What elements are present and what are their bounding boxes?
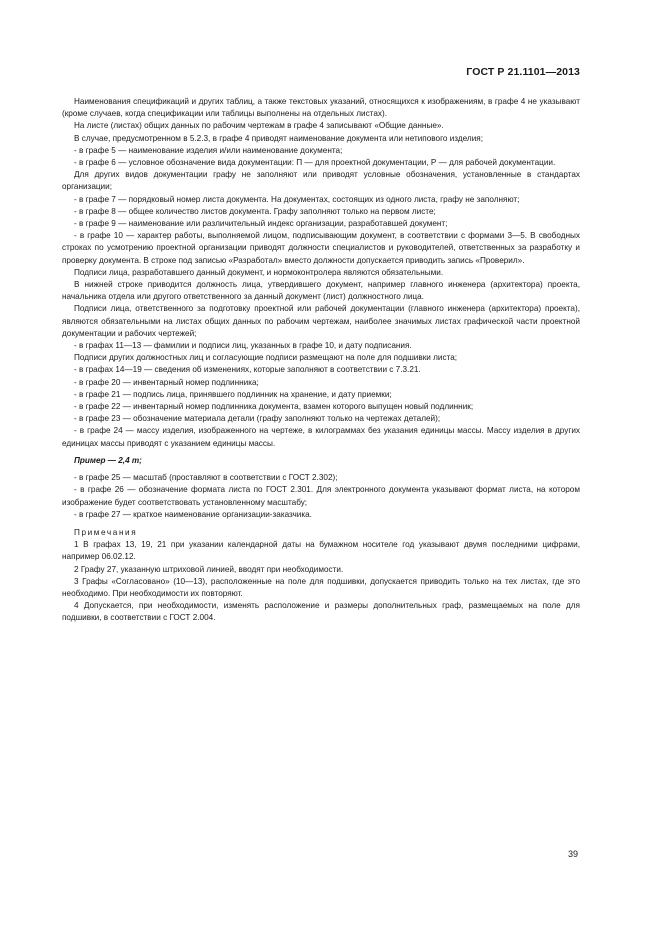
- notes-heading: Примечания: [74, 527, 138, 537]
- list-item: - в графе 5 — наименование изделия и/или наименование документа;: [74, 145, 343, 155]
- example-line: Пример — 2,4 т;: [74, 455, 142, 465]
- paragraph: Подписи лица, ответственного за подготовку проектной или рабочей документации (главного инженера (архитектора) проекта), являются обязательными на листах общих данных по рабочим чертежам, наиболее значимых листах графической части проектной документации и рабочих чертежей;: [62, 304, 580, 338]
- paragraph: Для других видов документации графу не заполняют или приводят условные обозначения, установленные в стандартах организации;: [62, 170, 580, 192]
- list-item: - в графах 11—13 — фамилии и подписи лиц, указанных в графе 10, и дату подписания.: [74, 341, 412, 351]
- page-body: [62, 96, 580, 625]
- note-item: 1 В графах 13, 19, 21 при указании календарной даты на бумажном носителе год указывают двумя последними цифрами, например 06.02.12.: [62, 540, 580, 562]
- list-item: - в графе 10 — характер работы, выполняемой лицом, подписывающим документ, в соответствии с формами 3—5. В свободных строках по усмотрению проектной организации приводят должности специалистов и руководителей, ответственных за разработку и проверку документа. В строке под записью «Разработал» вместо должности допускается приводить запись «Проверил».: [62, 231, 580, 265]
- list-item: - в графе 26 — обозначение формата листа по ГОСТ 2.301. Для электронного документа указывают формат листа, на котором изображение будет соответствовать установленному масштабу;: [62, 485, 580, 507]
- list-item: - в графе 27 — краткое наименование организации-заказчика.: [74, 509, 312, 519]
- note-item: 2 Графу 27, указанную штриховой линией, вводят при необходимости.: [74, 564, 344, 574]
- paragraph: Подписи других должностных лиц и согласующие подписи размещают на поле для подшивки листа;: [74, 353, 458, 363]
- page-number: 39: [567, 849, 578, 859]
- list-item: - в графе 9 — наименование или различительный индекс организации, разработавшей документ;: [74, 219, 448, 229]
- list-item: - в графе 24 — массу изделия, изображенного на чертеже, в килограммах без указания единицы массы. Массу изделия в других единицах массы приводят с указанием единицы массы.: [62, 426, 580, 448]
- note-item: 4 Допускается, при необходимости, изменять расположение и размеры дополнительных граф, размещаемых на поле для подшивки, в соответствии с ГОСТ 2.004.: [62, 601, 580, 623]
- list-item: - в графе 6 — условное обозначение вида документации: П — для проектной документации, Р — для рабочей документации.: [74, 158, 556, 168]
- paragraph: В случае, предусмотренном в 5.2.3, в графе 4 приводят наименование документа или нетипового изделия;: [74, 133, 483, 143]
- paragraph: На листе (листах) общих данных по рабочим чертежам в графе 4 записывают «Общие данные».: [74, 121, 444, 131]
- paragraph: В нижней строке приводится должность лица, утвердившего документ, например главного инженера (архитектора) проекта, начальника отдела или другого ответственного за данный документ (лист) должностного лица.: [62, 280, 580, 302]
- list-item: - в графе 7 — порядковый номер листа документа. На документах, состоящих из одного листа, графу не заполняют;: [74, 194, 520, 204]
- list-item: - в графе 20 — инвентарный номер подлинника;: [74, 377, 259, 387]
- note-item: 3 Графы «Согласовано» (10—13), расположенные на поле для подшивки, допускается приводить только на тех листах, где это необходимо. При необходимости их повторяют.: [62, 576, 580, 598]
- list-item: - в графах 14—19 — сведения об изменениях, которые заполняют в соответствии с 7.3.21.: [74, 365, 421, 375]
- list-item: - в графе 23 — обозначение материала детали (графу заполняют только на чертежах деталей);: [74, 414, 441, 424]
- list-item: - в графе 21 — подпись лица, принявшего подлинник на хранение, и дату приемки;: [74, 389, 392, 399]
- document-code-header: ГОСТ Р 21.1101—2013: [466, 66, 580, 78]
- list-item: - в графе 22 — инвентарный номер подлинника документа, взамен которого выпущен новый подлинник;: [74, 402, 474, 412]
- paragraph: Подписи лица, разработавшего данный документ, и нормоконтролера являются обязательными.: [74, 267, 444, 277]
- paragraph: Наименования спецификаций и других таблиц, а также текстовых указаний, относящихся к изображениям, в графе 4 не указывают (кроме случаев, когда спецификации или таблицы выполнены на отдельных листах).: [62, 97, 580, 119]
- list-item: - в графе 8 — общее количество листов документа. Графу заполняют только на первом листе;: [74, 206, 436, 216]
- list-item: - в графе 25 — масштаб (проставляют в соответствии с ГОСТ 2.302);: [74, 473, 338, 483]
